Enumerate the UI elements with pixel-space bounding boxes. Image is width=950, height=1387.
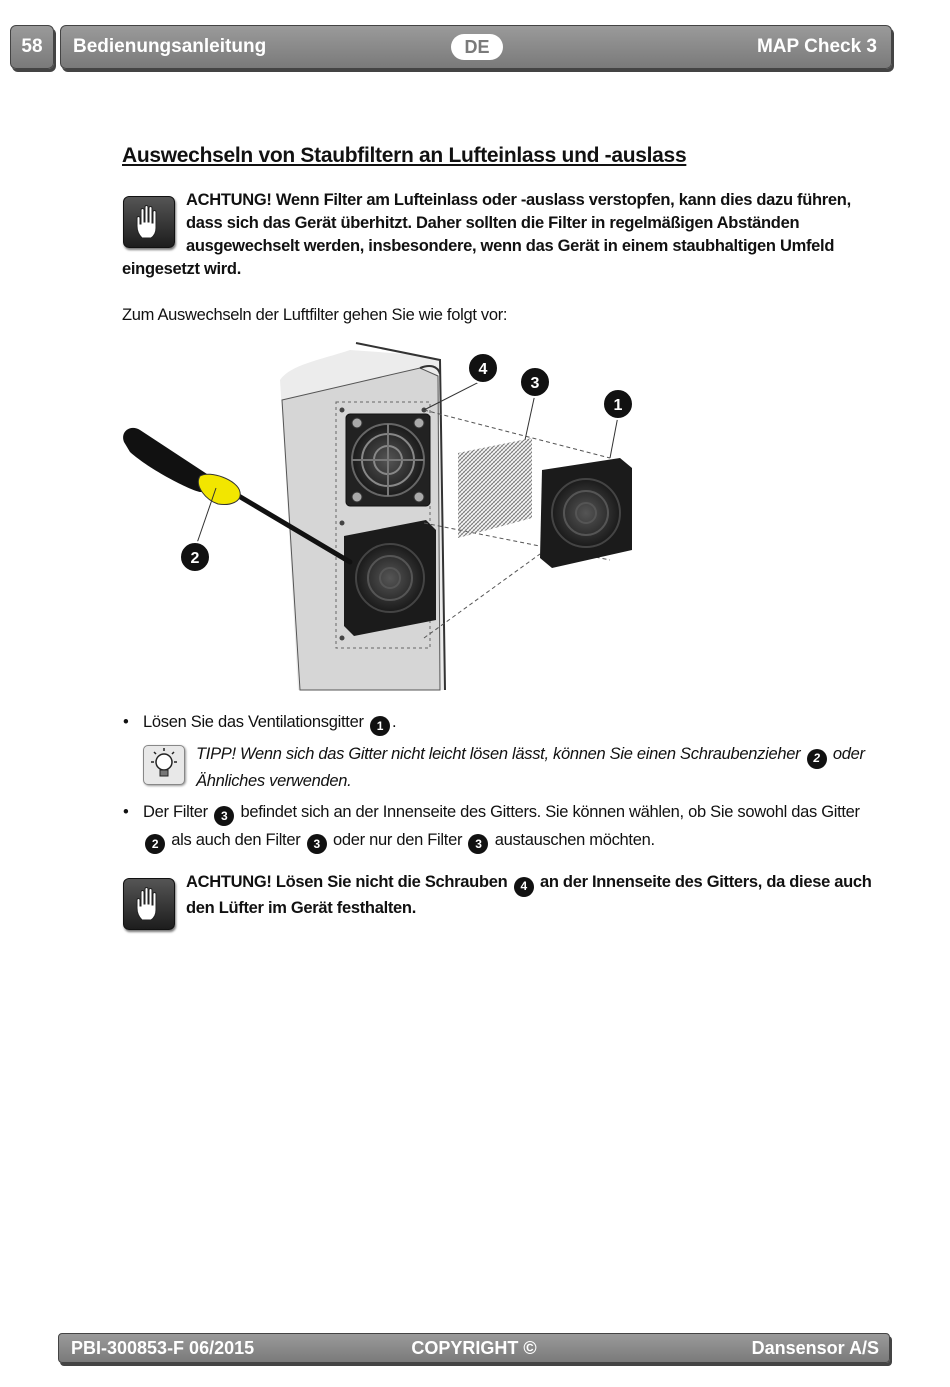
- step-item: • Lösen Sie das Ventilationsgitter 1 .: [143, 708, 396, 736]
- copyright: COPYRIGHT ©: [411, 1338, 537, 1358]
- badge: 3: [214, 806, 234, 826]
- step-text-end: .: [391, 713, 397, 731]
- stop-hand-icon: [123, 196, 175, 248]
- warning-text-continued: eingesetzt wird.: [122, 260, 241, 278]
- filter-replacement-illustration: [120, 340, 650, 695]
- callout-2: [180, 542, 210, 572]
- warning-text: ACHTUNG! Wenn Filter am Lufteinlass oder -auslass verstopfen, kann dies dazu führen, dass sich das Gerät überhitzt. Daher sollten die Filter in regelmäßigen Abständen ausgewechselt werden, insbesondere, wenn das Gerät in einem staubhaltigen Umfeld: [186, 191, 851, 255]
- product-name: MAP Check 3: [756, 36, 877, 57]
- warning-text: [186, 871, 886, 920]
- lightbulb-icon: [143, 745, 185, 785]
- badge: 2: [807, 749, 827, 769]
- tip-text-end: oder Ähnliches verwenden.: [196, 745, 865, 790]
- step-text: als auch den Filter: [171, 831, 301, 849]
- page-number: 58: [10, 25, 54, 69]
- badge: 2: [145, 834, 165, 854]
- stop-hand-icon: [123, 878, 175, 930]
- step-text: oder nur den Filter: [333, 831, 463, 849]
- callout-4-label: 4: [478, 361, 488, 378]
- step-text: befindet sich an der Innenseite des Gitters. Sie können wählen, ob Sie sowohl das Gitter: [240, 803, 860, 821]
- callout-3-label: 3: [530, 375, 540, 392]
- language-badge: DE: [451, 34, 503, 60]
- callout-2-label: 2: [190, 550, 200, 567]
- step-text: Der Filter: [143, 803, 208, 821]
- warning-text-end: an der Innenseite des Gitters, da diese auch den Lüfter im Gerät festhalten.: [186, 873, 872, 917]
- callout-3: [520, 367, 550, 397]
- intro-text: Zum Auswechseln der Luftfilter gehen Sie wie folgt vor:: [122, 306, 508, 324]
- step-item: • Der Filter 3 befindet sich an der Innenseite des Gitters. Sie können wählen, ob Sie sowohl das Gitter 2 als auch den Filter 3 oder nur den Filter 3 austauschen möchten.: [143, 798, 883, 854]
- doc-type: Bedienungsanleitung: [73, 36, 267, 57]
- badge: 3: [307, 834, 327, 854]
- header-bar: [60, 25, 892, 69]
- warning-text-start: ACHTUNG! Lösen Sie nicht die Schrauben: [186, 873, 508, 891]
- company-name: Dansensor A/S: [751, 1338, 879, 1358]
- callout-1-label: 1: [613, 397, 623, 414]
- callout-1: [603, 389, 633, 419]
- badge: 1: [370, 716, 390, 736]
- step-text: austauschen möchten.: [494, 831, 655, 849]
- doc-id: PBI-300853-F 06/2015: [71, 1338, 255, 1358]
- badge: 3: [468, 834, 488, 854]
- badge: 4: [514, 877, 534, 897]
- tip-text: [196, 742, 886, 794]
- step-text: Lösen Sie das Ventilationsgitter: [143, 713, 364, 731]
- callout-4: [468, 353, 498, 383]
- section-title: Auswechseln von Staubfiltern an Lufteinlass und -auslass: [122, 144, 687, 167]
- tip-text-start: TIPP! Wenn sich das Gitter nicht leicht lösen lässt, können Sie einen Schraubenzieher: [196, 745, 801, 763]
- footer-bar: [58, 1333, 890, 1363]
